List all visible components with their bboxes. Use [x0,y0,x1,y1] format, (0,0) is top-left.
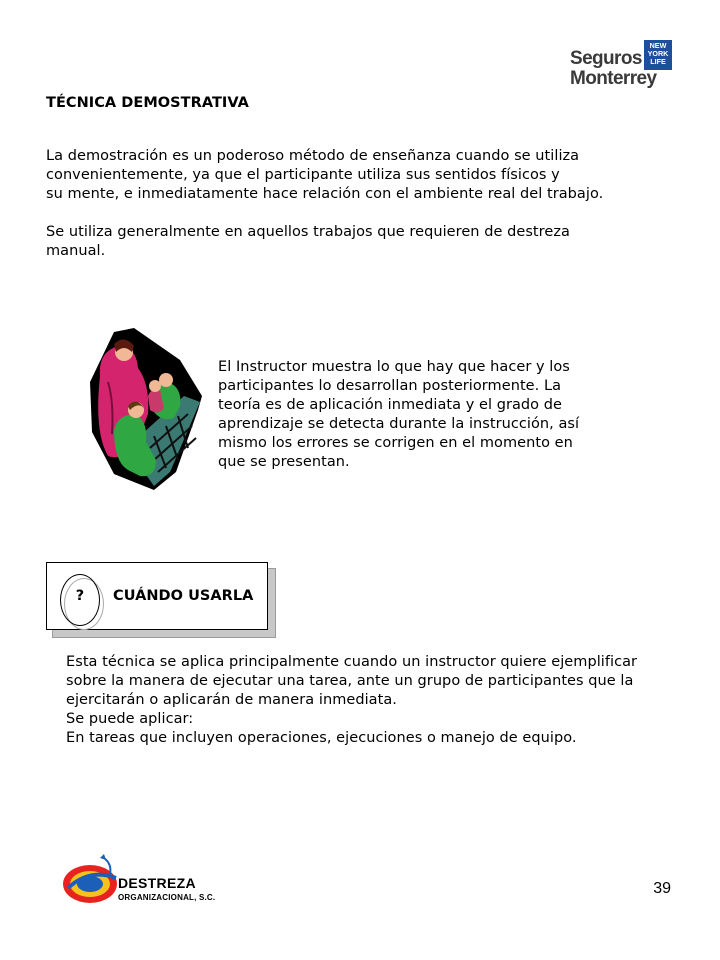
logo-brand-line1: Seguros [570,48,642,69]
new-york-life-badge: NEW YORK LIFE [644,40,672,70]
usage-summary-paragraph: Se utiliza generalmente en aquellos trabajos que requieren de destreza manual. [46,224,570,259]
illustration-caption: El Instructor muestra lo que hay que hacer y los participantes lo desarrollan posteriormente. La teoría es de aplicación inmediata y el grado de aprendizaje se detecta durante la instrucción, así mismo los errores se corrigen en el momento en que se presentan. [218,359,580,470]
page-number: 39 [653,880,671,897]
seguros-monterrey-logo [568,40,678,96]
callout-label: CUÁNDO USARLA [113,588,254,604]
logo-brand-line2: Monterrey [570,68,657,89]
footer-logo-line2: ORGANIZACIONAL, S.C. [118,893,216,902]
intro-paragraph: La demostración es un poderoso método de enseñanza cuando se utiliza convenientemente, ya que el participante utiliza sus sentidos físicos y su mente, e inmediatamente hace relación con el ambiente real del trabajo. [46,148,604,202]
section-title: TÉCNICA DEMOSTRATIVA [46,95,249,111]
question-mark-icon: ? [75,588,85,604]
usage-paragraph: Esta técnica se aplica principalmente cuando un instructor quiere ejemplificar sobre la manera de ejecutar una tarea, ante un grupo de participantes que la ejercitarán o aplicarán de manera inmediata. Se puede aplicar: En tareas que incluyen operaciones, ejecuciones o manejo de equipo. [66,654,638,746]
participants-illustration [84,322,206,494]
destreza-logo-emblem [60,854,124,906]
footer-logo-line1: DESTREZA [118,875,196,891]
